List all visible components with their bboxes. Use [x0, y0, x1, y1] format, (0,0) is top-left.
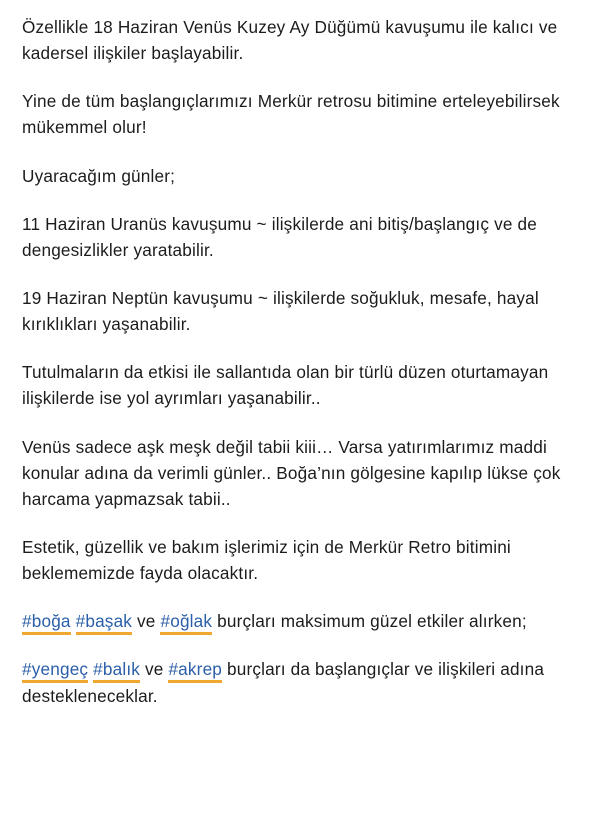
paragraph-with-hashtags: [22, 608, 578, 634]
paragraph: Yine de tüm başlangıçlarımızı Merkür retrosu bitimine erteleyebilirsek mükemmel olur!: [22, 91, 560, 138]
conjunction-text: ve: [137, 611, 156, 632]
hashtag-link[interactable]: #yengeç: [22, 659, 88, 683]
paragraph-tail-text: burçları da başlangıçlar ve ilişkileri adına destekleneceklar.: [22, 659, 545, 706]
paragraph: Tutulmaların da etkisi ile sallantıda olan bir türlü düzen oturtamayan ilişkilerde ise yol ayrımları yaşanabilir..: [22, 362, 549, 409]
paragraph-with-hashtags: [22, 656, 578, 708]
paragraph: Estetik, güzellik ve bakım işlerimiz için de Merkür Retro bitimini beklememizde fayda olacaktır.: [22, 536, 511, 584]
hashtag-link[interactable]: #balık: [93, 659, 140, 683]
hashtag-link[interactable]: #başak: [76, 611, 132, 635]
paragraph: Venüs sadece aşk meşk değil tabii kiii… Varsa yatırımlarımız maddi konular adına da verimli günler.. Boğa’nın gölgesine kapılıp lükse çok harcama yapmazsak tabii..: [22, 436, 561, 509]
hashtag-link[interactable]: #akrep: [168, 659, 222, 683]
paragraph-tail-text: burçları maksimum güzel etkiler alırken;: [212, 611, 527, 632]
hashtag-link[interactable]: #boğa: [22, 611, 71, 635]
paragraph: Uyaracağım günler;: [22, 165, 176, 186]
paragraph: 19 Haziran Neptün kavuşumu ~ ilişkilerde soğukluk, mesafe, hayal kırıklıkları yaşanabilir.: [22, 287, 539, 335]
paragraph: Özellikle 18 Haziran Venüs Kuzey Ay Düğümü kavuşumu ile kalıcı ve kadersel ilişkiler başlayabilir.: [22, 17, 558, 64]
conjunction-text: ve: [145, 659, 164, 680]
paragraph: 11 Haziran Uranüs kavuşumu ~ ilişkilerde ani bitiş/başlangıç ve de dengesizlikler yaratabilir.: [22, 213, 537, 260]
hashtag-link[interactable]: #oğlak: [160, 611, 212, 635]
